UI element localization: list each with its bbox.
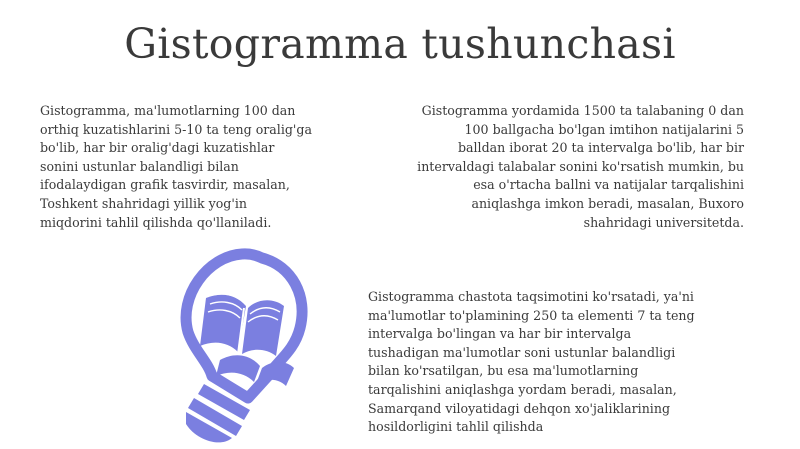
slide-title: Gistogramma tushunchasi [124,20,676,68]
lightbulb-book-icon [150,248,310,448]
paragraph-left: Gistogramma, ma'lumotlarning 100 dan orthiq kuzatishlarini 5-10 ta teng oralig'ga bo'lib, har bir oralig'dagi kuzatishlar sonini ustunlar balandligi bilan ifodalaydigan grafik tasvirdir, masalan, Toshkent shahridagi yillik yog'in miqdorini tahlil qilishda qo'llaniladi. [40,103,312,230]
paragraph-right: Gistogramma yordamida 1500 ta talabaning 0 dan 100 ballgacha bo'lgan imtihon natijalarini 5 balldan iborat 20 ta intervalga bo'lib, har bir intervaldagi talabalar sonini ko'rsatish mumkin, bu esa o'rtacha ballni va natijalar tarqalishini aniqlashga imkon beradi, masalan, Buxoro shahridagi universitetda. [417,103,744,230]
paragraph-bottom: Gistogramma chastota taqsimotini ko'rsatadi, ya'ni ma'lumotlar to'plamining 250 ta elementi 7 ta teng intervalga bo'lingan va har bir intervalga tushadigan ma'lumotlar soni ustunlar balandligi bilan ko'rsatilgan, bu esa ma'lumotlarning tarqalishini aniqlashga yordam beradi, masalan, Samarqand viloyatidagi dehqon xo'jaliklarining hosildorligini tahlil qilishda [368,289,695,435]
